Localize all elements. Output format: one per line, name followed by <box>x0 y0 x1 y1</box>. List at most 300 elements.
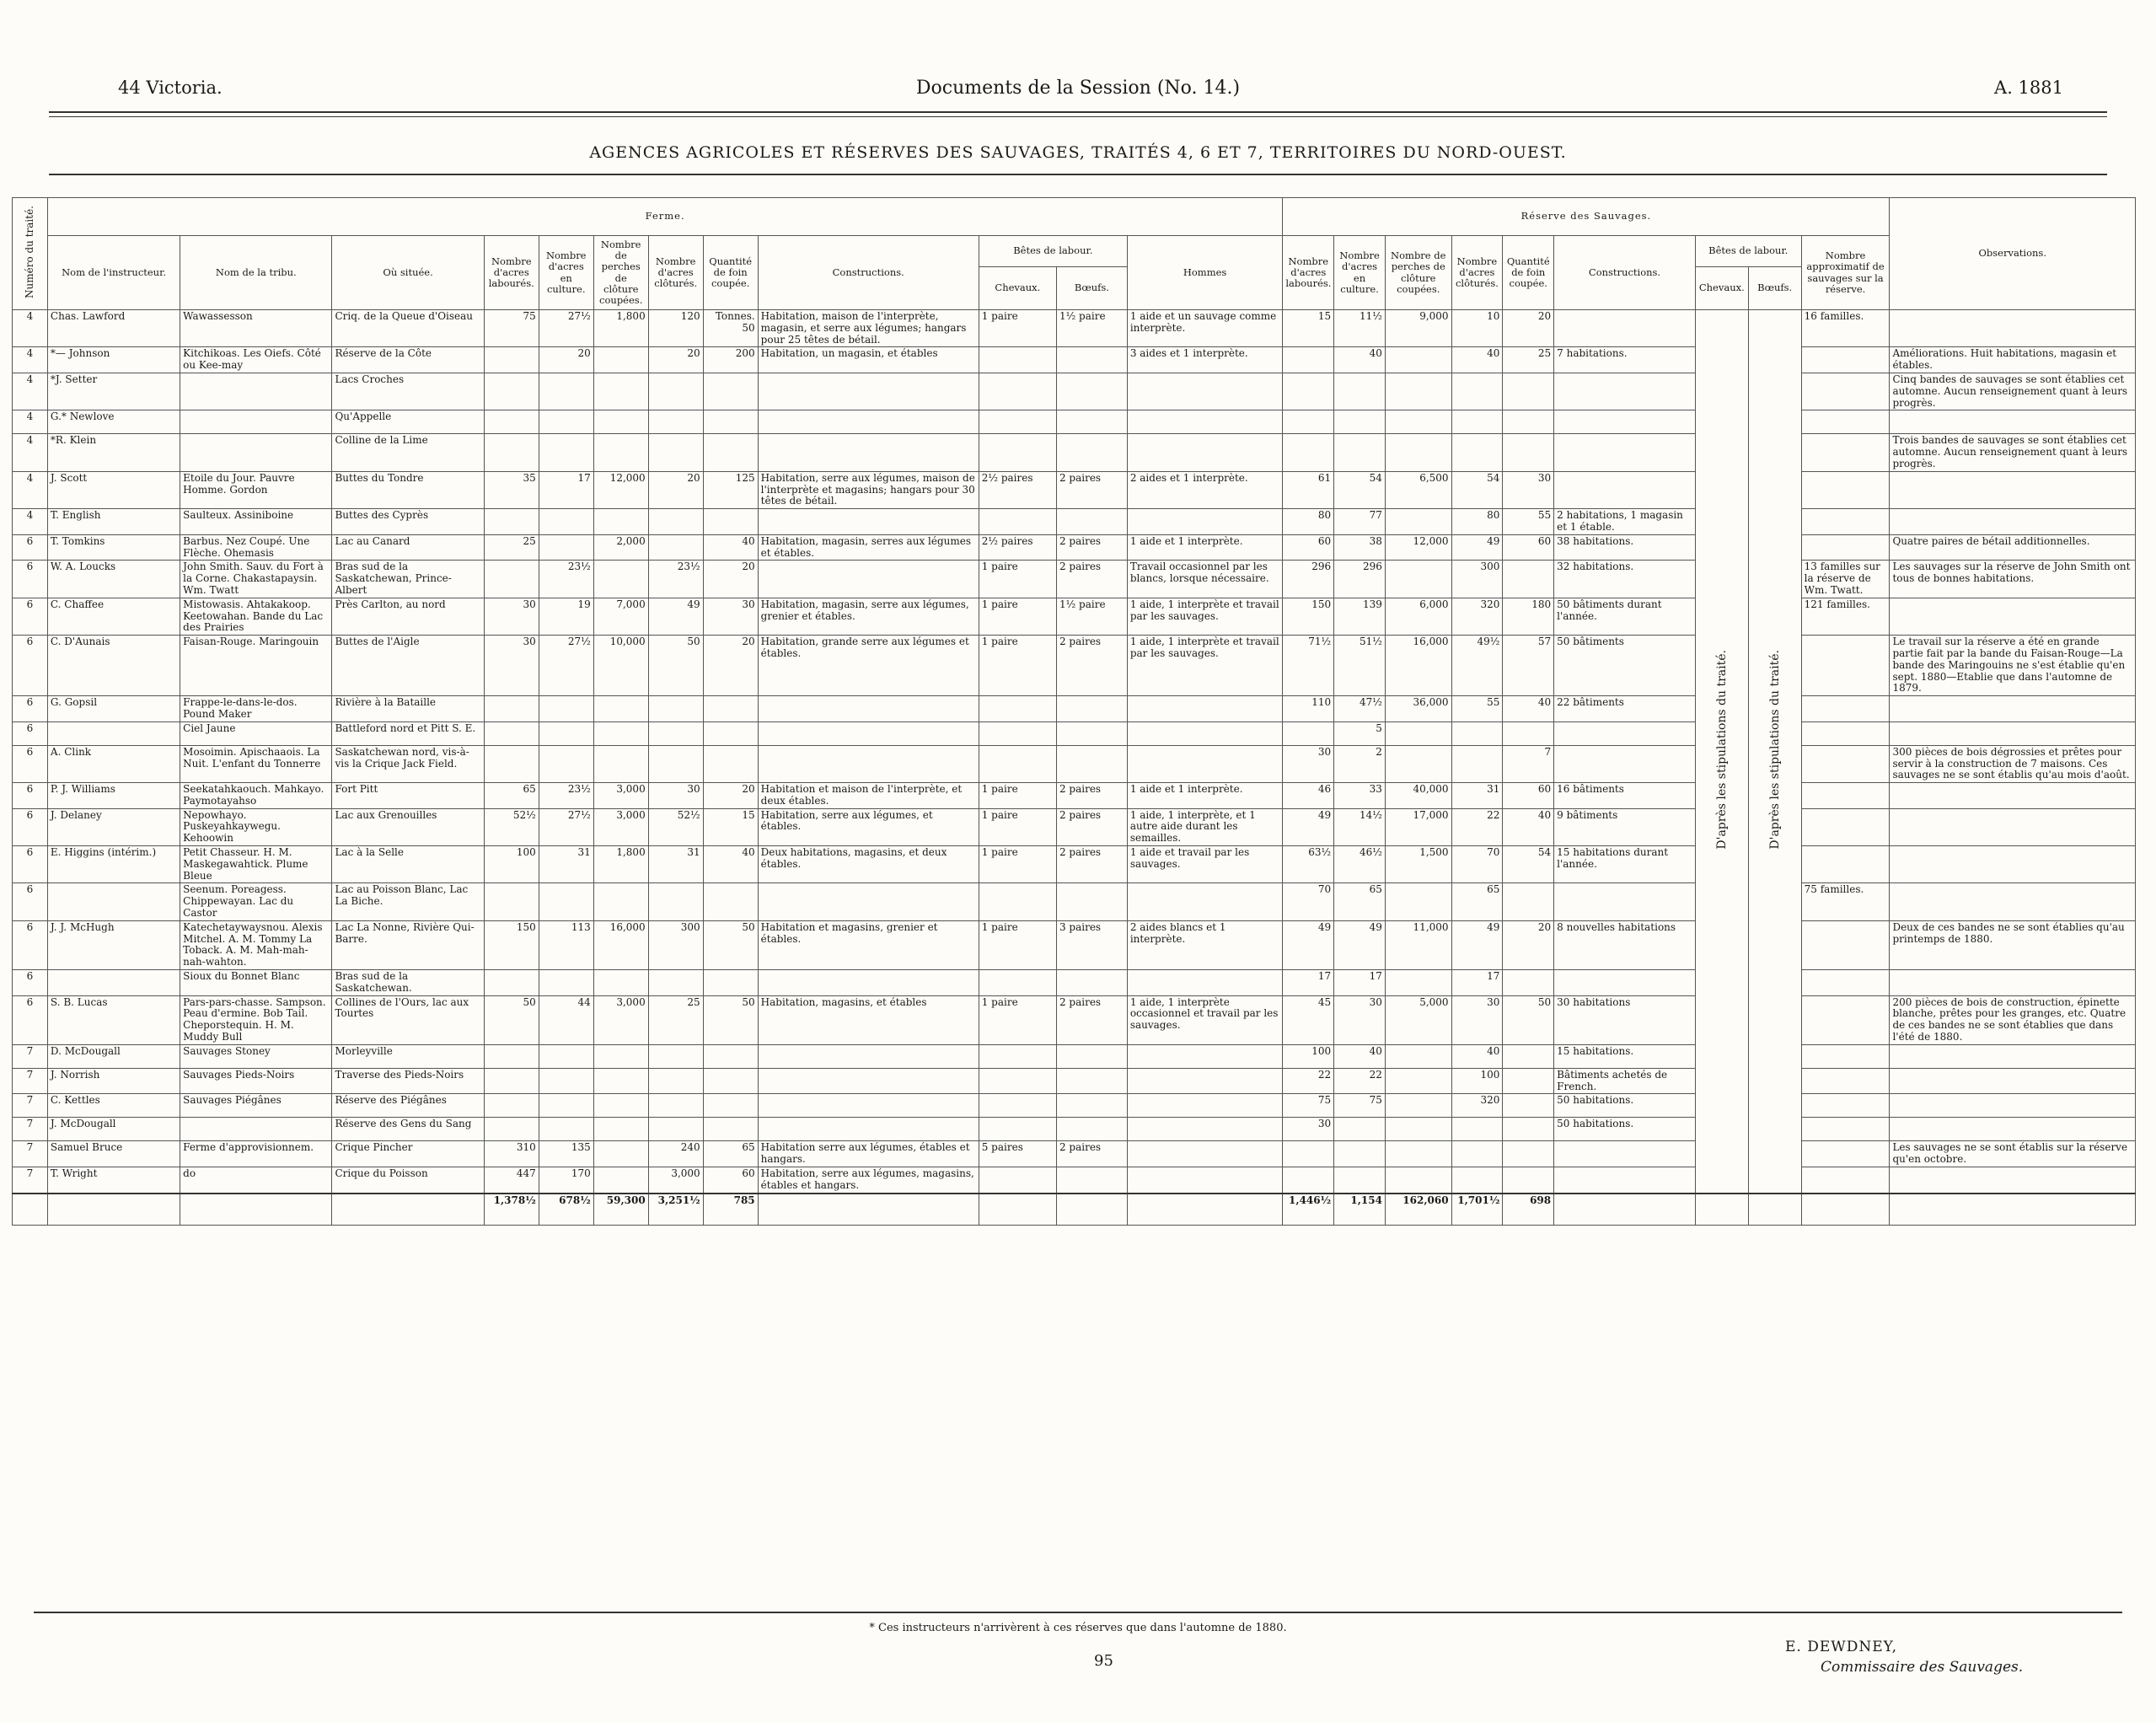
cell-ff <box>648 373 703 410</box>
cell-rp <box>1385 1094 1451 1118</box>
cell-situated: Réserve de la Côte <box>332 347 484 373</box>
cell-situated: Bras sud de la Saskatchewan. <box>332 970 484 996</box>
header-center: Documents de la Session (No. 14.) <box>915 78 1241 99</box>
cell-tribe: Faisan-Rouge. Maringouin <box>180 636 332 696</box>
cell-instructor: C. Chaffee <box>47 598 180 635</box>
cell-obs <box>1890 1068 2136 1094</box>
cell-rpop: 121 familles. <box>1801 598 1890 635</box>
cell-fh <box>703 1044 758 1068</box>
table-row <box>13 471 2136 508</box>
cell-tribe: Katechetaywaysnou. Alexis Mitchel. A. M. Tommy La Toback. A. M. Mah-mah-nah-wahton. <box>180 920 332 969</box>
cell-fa <box>484 410 539 434</box>
cell-fh <box>703 373 758 410</box>
cell-rp <box>1385 1044 1451 1068</box>
cell-rpop <box>1801 1141 1890 1167</box>
cell-rpop <box>1801 434 1890 471</box>
cell-rp: 12,000 <box>1385 534 1451 561</box>
cell-rc: 139 <box>1334 598 1386 635</box>
cell-fp <box>593 883 648 920</box>
cell-fhorse: 1 paire <box>979 783 1056 809</box>
cell-instructor: Chas. Lawford <box>47 310 180 347</box>
table-row <box>13 509 2136 535</box>
cell-rp <box>1385 509 1451 535</box>
cell-rcons: 32 habitations. <box>1554 561 1696 598</box>
cell-fmen <box>1127 696 1283 722</box>
table-row <box>13 1167 2136 1194</box>
cell-rc: 47½ <box>1334 696 1386 722</box>
cell-rp <box>1385 1118 1451 1141</box>
cell-fmen: 2 aides blancs et 1 interprète. <box>1127 920 1283 969</box>
cell-treaty: 7 <box>13 1068 48 1094</box>
header-rule <box>49 111 2107 113</box>
cell-ff <box>648 883 703 920</box>
cell-fox: 2 paires <box>1056 471 1127 508</box>
cell-fa <box>484 1118 539 1141</box>
cell-fox: 3 paires <box>1056 920 1127 969</box>
cell-fhorse: 1 paire <box>979 636 1056 696</box>
cell-obs <box>1890 471 2136 508</box>
cell-rpop <box>1801 373 1890 410</box>
table-row <box>13 410 2136 434</box>
cell-fh <box>703 1068 758 1094</box>
table-row <box>13 1068 2136 1094</box>
cell-tribe: Mistowasis. Ahtakakoop. Keetowahan. Bande du Lac des Prairies <box>180 598 332 635</box>
cell-fmen <box>1127 373 1283 410</box>
cell-fh: 20 <box>703 636 758 696</box>
cell-fmen <box>1127 434 1283 471</box>
cell-fp: 3,000 <box>593 995 648 1044</box>
col-tribe: Nom de la tribu. <box>180 236 332 310</box>
cell-fa <box>484 970 539 996</box>
cell-fcons <box>758 410 979 434</box>
cell-fox <box>1056 434 1127 471</box>
cell-fp: 3,000 <box>593 783 648 809</box>
cell-rcons <box>1554 970 1696 996</box>
cell-rpop <box>1801 1094 1890 1118</box>
cell-ff: 49 <box>648 598 703 635</box>
table-row <box>13 310 2136 347</box>
cell-fhorse <box>979 434 1056 471</box>
cell-fmen <box>1127 1118 1283 1141</box>
cell-fp <box>593 970 648 996</box>
cell-rf <box>1451 722 1503 745</box>
cell-situated: Lac au Poisson Blanc, Lac La Biche. <box>332 883 484 920</box>
cell-rpop <box>1801 509 1890 535</box>
cell-rf: 70 <box>1451 846 1503 883</box>
cell-situated: Colline de la Lime <box>332 434 484 471</box>
col-situated: Où située. <box>332 236 484 310</box>
cell-rcons: 22 bâtiments <box>1554 696 1696 722</box>
cell-rp: 5,000 <box>1385 995 1451 1044</box>
cell-ff: 50 <box>648 636 703 696</box>
cell-instructor: P. J. Williams <box>47 783 180 809</box>
cell-ra: 63½ <box>1283 846 1334 883</box>
cell-rpop <box>1801 1167 1890 1194</box>
cell-fc: 135 <box>539 1141 593 1167</box>
cell-fcons: Deux habitations, magasins, et deux étables. <box>758 846 979 883</box>
cell-ff <box>648 696 703 722</box>
cell-fmen: 1 aide et 1 interprète. <box>1127 783 1283 809</box>
cell-rh <box>1503 1118 1554 1141</box>
cell-obs <box>1890 1094 2136 1118</box>
cell-fcons <box>758 970 979 996</box>
cell-treaty: 6 <box>13 783 48 809</box>
cell-fox <box>1056 1094 1127 1118</box>
cell-instructor <box>47 722 180 745</box>
cell-fox <box>1056 722 1127 745</box>
cell-treaty: 4 <box>13 410 48 434</box>
cell-situated: Lac La Nonne, Rivière Qui-Barre. <box>332 920 484 969</box>
cell-rh: 57 <box>1503 636 1554 696</box>
cell-tribe: Saulteux. Assiniboine <box>180 509 332 535</box>
cell-obs: Trois bandes de sauvages se sont établies cet automne. Aucun renseignement quant à leurs progrès. <box>1890 434 2136 471</box>
cell-fcons: Habitation, magasin, serres aux légumes et étables. <box>758 534 979 561</box>
table-row <box>13 561 2136 598</box>
cell-fox: 2 paires <box>1056 636 1127 696</box>
cell-rc <box>1334 1167 1386 1194</box>
table-row <box>13 883 2136 920</box>
table-row <box>13 846 2136 883</box>
cell-fa: 75 <box>484 310 539 347</box>
cell-rcons <box>1554 434 1696 471</box>
cell-rcons: 50 bâtiments durant l'année. <box>1554 598 1696 635</box>
cell-fh <box>703 696 758 722</box>
cell-obs <box>1890 722 2136 745</box>
cell-fmen <box>1127 1141 1283 1167</box>
cell-fhorse <box>979 1044 1056 1068</box>
cell-fcons: Habitation, un magasin, et étables <box>758 347 979 373</box>
cell-rc: 296 <box>1334 561 1386 598</box>
cell-treaty: 7 <box>13 1118 48 1141</box>
cell-rpop <box>1801 636 1890 696</box>
cell-ff <box>648 534 703 561</box>
cell-rf: 320 <box>1451 1094 1503 1118</box>
cell-situated: Fort Pitt <box>332 783 484 809</box>
cell-rpop <box>1801 410 1890 434</box>
cell-fox <box>1056 1118 1127 1141</box>
cell-instructor: J. Scott <box>47 471 180 508</box>
cell-situated: Rivière à la Bataille <box>332 696 484 722</box>
cell-situated: Lac à la Selle <box>332 846 484 883</box>
cell-treaty: 7 <box>13 1167 48 1194</box>
cell-situated: Réserve des Piégânes <box>332 1094 484 1118</box>
cell-ff: 20 <box>648 471 703 508</box>
cell-ff <box>648 434 703 471</box>
cell-fox <box>1056 410 1127 434</box>
cell-fhorse <box>979 696 1056 722</box>
cell-fox <box>1056 347 1127 373</box>
cell-rcons: 15 habitations. <box>1554 1044 1696 1068</box>
cell-fc <box>539 534 593 561</box>
header-left: 44 Victoria. <box>118 78 223 98</box>
cell-ra: 49 <box>1283 920 1334 969</box>
cell-fa <box>484 561 539 598</box>
cell-fa: 25 <box>484 534 539 561</box>
cell-ra: 110 <box>1283 696 1334 722</box>
cell-rf: 49½ <box>1451 636 1503 696</box>
table-row <box>13 808 2136 845</box>
cell-ff: 52½ <box>648 808 703 845</box>
cell-rc: 77 <box>1334 509 1386 535</box>
cell-fp: 1,800 <box>593 846 648 883</box>
cell-tribe: Barbus. Nez Coupé. Une Flèche. Ohemasis <box>180 534 332 561</box>
cell-tribe: Sauvages Piégânes <box>180 1094 332 1118</box>
cell-rf: 40 <box>1451 347 1503 373</box>
cell-situated: Lacs Croches <box>332 373 484 410</box>
cell-treaty: 4 <box>13 347 48 373</box>
cell-fhorse: 1 paire <box>979 920 1056 969</box>
cell-fhorse <box>979 373 1056 410</box>
cell-treaty: 4 <box>13 509 48 535</box>
cell-rh: 7 <box>1503 745 1554 782</box>
cell-fh <box>703 722 758 745</box>
cell-rh: 25 <box>1503 347 1554 373</box>
cell-fa <box>484 883 539 920</box>
cell-fa: 30 <box>484 598 539 635</box>
cell-fmen <box>1127 1167 1283 1194</box>
cell-tribe: Sauvages Stoney <box>180 1044 332 1068</box>
table-row <box>13 1141 2136 1167</box>
cell-ra: 22 <box>1283 1068 1334 1094</box>
cell-treaty: 6 <box>13 598 48 635</box>
cell-rc: 51½ <box>1334 636 1386 696</box>
col-observations: Observations. <box>1890 198 2136 310</box>
cell-fc <box>539 373 593 410</box>
cell-fh <box>703 434 758 471</box>
cell-situated: Près Carlton, au nord <box>332 598 484 635</box>
cell-situated: Bras sud de la Saskatchewan, Prince-Albert <box>332 561 484 598</box>
cell-rc <box>1334 410 1386 434</box>
cell-fcons: Habitation, magasin, serre aux légumes, grenier et étables. <box>758 598 979 635</box>
cell-fp <box>593 373 648 410</box>
cell-rpop <box>1801 1118 1890 1141</box>
cell-rpop: 16 familles. <box>1801 310 1890 347</box>
cell-ra <box>1283 373 1334 410</box>
cell-rcons: 50 habitations. <box>1554 1094 1696 1118</box>
cell-fhorse <box>979 347 1056 373</box>
cell-fa <box>484 1044 539 1068</box>
cell-tribe: Etoile du Jour. Pauvre Homme. Gordon <box>180 471 332 508</box>
cell-fp <box>593 1141 648 1167</box>
cell-rcons: 15 habitations durant l'année. <box>1554 846 1696 883</box>
cell-rp: 6,000 <box>1385 598 1451 635</box>
cell-situated: Réserve des Gens du Sang <box>332 1118 484 1141</box>
cell-fp <box>593 1167 648 1194</box>
cell-fa: 150 <box>484 920 539 969</box>
cell-fc <box>539 410 593 434</box>
cell-ff: 120 <box>648 310 703 347</box>
cell-fox <box>1056 509 1127 535</box>
cell-situated: Crique Pincher <box>332 1141 484 1167</box>
col-f-men: Hommes <box>1127 236 1283 310</box>
cell-ff <box>648 1068 703 1094</box>
cell-treaty: 4 <box>13 373 48 410</box>
cell-fc <box>539 883 593 920</box>
cell-rh: 180 <box>1503 598 1554 635</box>
cell-tribe: Ferme d'approvisionnem. <box>180 1141 332 1167</box>
cell-rpop <box>1801 696 1890 722</box>
col-r-perches: Nombre de perches de clôture coupées. <box>1385 236 1451 310</box>
col-r-acres-labour: Nombre d'acres labourés. <box>1283 236 1334 310</box>
cell-fmen <box>1127 883 1283 920</box>
cell-rpop <box>1801 970 1890 996</box>
table-row <box>13 696 2136 722</box>
cell-ff <box>648 509 703 535</box>
cell-instructor: A. Clink <box>47 745 180 782</box>
cell-obs: Les sauvages sur la réserve de John Smith ont tous de bonnes habitations. <box>1890 561 2136 598</box>
cell-fh: 15 <box>703 808 758 845</box>
cell-rcons: 7 habitations. <box>1554 347 1696 373</box>
cell-fcons <box>758 883 979 920</box>
cell-fcons <box>758 1094 979 1118</box>
cell-fp <box>593 696 648 722</box>
cell-rc: 75 <box>1334 1094 1386 1118</box>
cell-fa: 447 <box>484 1167 539 1194</box>
cell-fc: 113 <box>539 920 593 969</box>
cell-rpop <box>1801 722 1890 745</box>
cell-fcons: Habitation, serre aux légumes, magasins, étables et hangars. <box>758 1167 979 1194</box>
cell-fox <box>1056 883 1127 920</box>
cell-rp: 6,500 <box>1385 471 1451 508</box>
cell-fa <box>484 745 539 782</box>
cell-fcons: Habitation, maison de l'interprète, magasin, et serre aux légumes; hangars pour 25 têtes de bétail. <box>758 310 979 347</box>
cell-ff: 23½ <box>648 561 703 598</box>
table-row <box>13 347 2136 373</box>
cell-rcons <box>1554 1141 1696 1167</box>
cell-fhorse <box>979 1068 1056 1094</box>
cell-fc <box>539 434 593 471</box>
cell-fox: 2 paires <box>1056 783 1127 809</box>
cell-fhorse: 1 paire <box>979 598 1056 635</box>
cell-fcons <box>758 561 979 598</box>
table-row <box>13 970 2136 996</box>
cell-situated: Saskatchewan nord, vis-à-vis la Crique Jack Field. <box>332 745 484 782</box>
cell-fc <box>539 509 593 535</box>
table-row <box>13 534 2136 561</box>
cell-fox: 1½ paire <box>1056 310 1127 347</box>
cell-instructor: J. Delaney <box>47 808 180 845</box>
cell-rf <box>1451 434 1503 471</box>
cell-rcons <box>1554 373 1696 410</box>
col-f-acres-labour: Nombre d'acres labourés. <box>484 236 539 310</box>
cell-instructor: J. McDougall <box>47 1118 180 1141</box>
cell-rp <box>1385 434 1451 471</box>
cell-rcons <box>1554 1167 1696 1194</box>
cell-instructor: T. Wright <box>47 1167 180 1194</box>
cell-rcons: 50 habitations. <box>1554 1118 1696 1141</box>
cell-instructor: W. A. Loucks <box>47 561 180 598</box>
cell-ff <box>648 745 703 782</box>
signature-name: E. DEWDNEY, <box>1785 1639 1898 1655</box>
cell-instructor: G. Gopsil <box>47 696 180 722</box>
cell-rcons: 16 bâtiments <box>1554 783 1696 809</box>
col-f-animals: Bêtes de labour. <box>979 236 1127 267</box>
cell-fmen: 1 aide et un sauvage comme interprète. <box>1127 310 1283 347</box>
total-ra: 1,446½ <box>1283 1194 1334 1226</box>
cell-situated: Buttes des Cyprès <box>332 509 484 535</box>
cell-ra <box>1283 1141 1334 1167</box>
cell-ra: 80 <box>1283 509 1334 535</box>
cell-rh <box>1503 561 1554 598</box>
cell-fmen: 3 aides et 1 interprète. <box>1127 347 1283 373</box>
table-row <box>13 373 2136 410</box>
col-group-ferme: Ferme. <box>47 198 1282 236</box>
cell-rc: 5 <box>1334 722 1386 745</box>
cell-ff: 300 <box>648 920 703 969</box>
cell-treaty: 4 <box>13 310 48 347</box>
cell-fhorse: 1 paire <box>979 995 1056 1044</box>
cell-situated: Criq. de la Queue d'Oiseau <box>332 310 484 347</box>
cell-rf <box>1451 410 1503 434</box>
cell-obs: Améliorations. Huit habitations, magasin et étables. <box>1890 347 2136 373</box>
cell-fc: 23½ <box>539 783 593 809</box>
cell-ra: 45 <box>1283 995 1334 1044</box>
col-f-acres-culture: Nombre d'acres en culture. <box>539 236 593 310</box>
cell-fhorse <box>979 722 1056 745</box>
cell-obs <box>1890 1044 2136 1068</box>
cell-fh: 50 <box>703 995 758 1044</box>
cell-tribe <box>180 434 332 471</box>
cell-fc <box>539 745 593 782</box>
cell-rc: 49 <box>1334 920 1386 969</box>
cell-fcons: Habitation et magasins, grenier et étables. <box>758 920 979 969</box>
cell-fox <box>1056 970 1127 996</box>
cell-fcons <box>758 373 979 410</box>
cell-treaty: 4 <box>13 434 48 471</box>
cell-tribe: Mosoimin. Apischaaois. La Nuit. L'enfant du Tonnerre <box>180 745 332 782</box>
cell-treaty: 6 <box>13 722 48 745</box>
col-instructor: Nom de l'instructeur. <box>47 236 180 310</box>
cell-rh: 54 <box>1503 846 1554 883</box>
cell-instructor: G.* Newlove <box>47 410 180 434</box>
cell-rf <box>1451 745 1503 782</box>
cell-fc: 27½ <box>539 310 593 347</box>
cell-fa <box>484 696 539 722</box>
cell-rf: 49 <box>1451 534 1503 561</box>
cell-fox <box>1056 1167 1127 1194</box>
total-tribe <box>180 1194 332 1226</box>
cell-rh: 40 <box>1503 808 1554 845</box>
cell-fh: 200 <box>703 347 758 373</box>
cell-rp: 17,000 <box>1385 808 1451 845</box>
cell-rh <box>1503 410 1554 434</box>
cell-rf: 17 <box>1451 970 1503 996</box>
cell-fa <box>484 1094 539 1118</box>
cell-rp <box>1385 561 1451 598</box>
cell-fcons <box>758 1118 979 1141</box>
cell-ra <box>1283 722 1334 745</box>
table-row <box>13 1044 2136 1068</box>
cell-instructor: *R. Klein <box>47 434 180 471</box>
table-row <box>13 1118 2136 1141</box>
cell-empty <box>1748 1194 1801 1226</box>
signature-title: Commissaire des Sauvages. <box>1821 1659 2024 1676</box>
cell-ff <box>648 970 703 996</box>
cell-fc <box>539 1118 593 1141</box>
total-fhorse <box>979 1194 1056 1226</box>
cell-treaty: 6 <box>13 561 48 598</box>
cell-situated: Battleford nord et Pitt S. E. <box>332 722 484 745</box>
cell-fa: 50 <box>484 995 539 1044</box>
cell-instructor: C. Kettles <box>47 1094 180 1118</box>
cell-fh: 60 <box>703 1167 758 1194</box>
cell-tribe: John Smith. Sauv. du Fort à la Corne. Chakastapaysin. Wm. Twatt <box>180 561 332 598</box>
cell-instructor: J. J. McHugh <box>47 920 180 969</box>
cell-fh <box>703 745 758 782</box>
cell-fp <box>593 1118 648 1141</box>
cell-rcons: 9 bâtiments <box>1554 808 1696 845</box>
cell-fp <box>593 561 648 598</box>
